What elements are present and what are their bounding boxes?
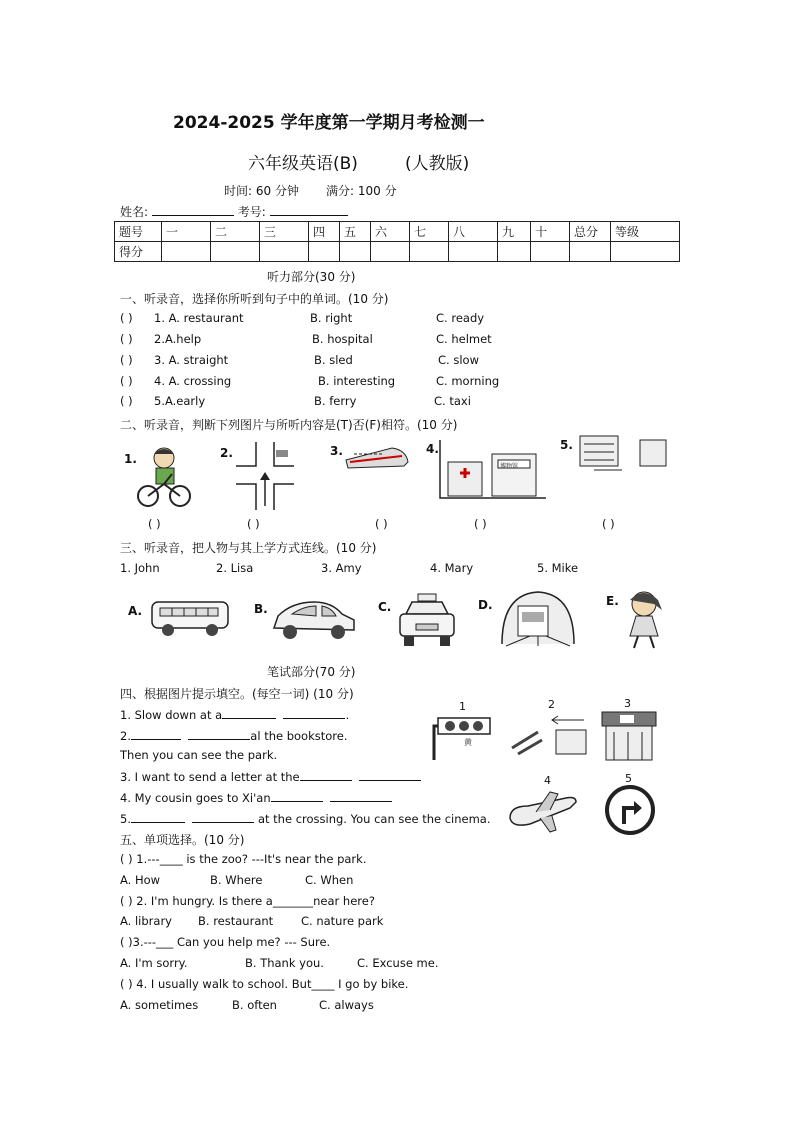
choice-option[interactable]: A. I'm sorry. <box>120 956 188 970</box>
score-cell[interactable] <box>531 242 570 262</box>
table-cell: 得分 <box>115 242 162 262</box>
answer-paren[interactable]: ( ) <box>120 394 133 408</box>
option-b: B. interesting <box>318 374 396 388</box>
option-a: 5.A.early <box>154 394 206 408</box>
option-letter: D. <box>478 598 493 612</box>
choice-option[interactable]: B. often <box>232 998 277 1012</box>
answer-paren[interactable]: ( ) <box>247 517 260 531</box>
answer-paren[interactable]: ( ) <box>120 332 133 346</box>
answer-blank[interactable] <box>271 789 323 802</box>
choice-option[interactable]: C. nature park <box>301 914 384 928</box>
pic-num: 3. <box>330 444 343 458</box>
person-name: 5. Mike <box>537 561 579 575</box>
option-letter: C. <box>378 600 392 614</box>
sentence-text: at the crossing. You can see the cinema. <box>257 812 491 826</box>
museum-sign: 博物馆 <box>500 463 519 470</box>
answer-blank[interactable] <box>131 810 185 823</box>
fill-line-2 <box>120 727 348 743</box>
table-cell: 题号 <box>115 222 162 242</box>
answer-blank[interactable] <box>188 727 250 740</box>
table-cell: 总分 <box>570 222 611 242</box>
option-a: 2.A.help <box>154 332 202 346</box>
answer-paren[interactable]: ( ) <box>375 517 388 531</box>
fill-line-3 <box>120 768 421 784</box>
name-blank[interactable] <box>152 203 234 216</box>
person-name: 4. Mary <box>430 561 474 575</box>
pic-num: 5 <box>625 772 632 785</box>
pic-num: 4. <box>426 442 439 456</box>
section-3-title: 三、听录音，把人物与其上学方式连线。(10 分) <box>120 541 377 555</box>
score-cell[interactable] <box>410 242 449 262</box>
sentence-text: al the bookstore. <box>250 729 348 743</box>
answer-blank[interactable] <box>330 789 392 802</box>
sentence-text: Then you can see the park. <box>120 748 278 762</box>
table-cell: 一 <box>162 222 211 242</box>
question-text: ( )3.---___ Can you help me? --- Sure. <box>120 935 331 949</box>
question-text: ( ) 4. I usually walk to school. But____ I go by bike. <box>120 977 409 991</box>
section-2-title: 二、听录音，判断下列图片与所听内容是(T)否(F)相符。(10 分) <box>120 418 458 432</box>
listening-heading: 听力部分(30 分) <box>267 270 356 284</box>
pic-num: 2 <box>548 698 555 711</box>
plane-image <box>506 784 580 834</box>
choice-option[interactable]: C. When <box>305 873 354 887</box>
option-b: B. sled <box>314 353 353 367</box>
time-label: 时间: 60 分钟 <box>224 184 299 198</box>
choice-option[interactable]: A. library <box>120 914 172 928</box>
choice-option[interactable]: B. restaurant <box>198 914 274 928</box>
choice-option[interactable]: A. How <box>120 873 161 887</box>
score-cell[interactable] <box>611 242 680 262</box>
table-cell: 五 <box>340 222 371 242</box>
option-letter: B. <box>254 602 268 616</box>
option-a: 4. A. crossing <box>154 374 232 388</box>
answer-blank[interactable] <box>300 768 352 781</box>
score-cell[interactable] <box>211 242 260 262</box>
sentence-text: . <box>345 708 350 722</box>
buildings-image <box>574 432 670 476</box>
section-1-title: 一、听录音，选择你所听到句子中的单词。(10 分) <box>120 292 389 306</box>
edition-label: (人教版) <box>405 154 470 174</box>
table-cell: 四 <box>309 222 340 242</box>
answer-blank[interactable] <box>283 706 345 719</box>
pic-num: 3 <box>624 697 631 710</box>
sentence-text: 4. My cousin goes to Xi'an <box>120 791 271 805</box>
score-cell[interactable] <box>498 242 531 262</box>
choice-option[interactable]: C. Excuse me. <box>357 956 439 970</box>
answer-blank[interactable] <box>192 810 254 823</box>
table-cell: 二 <box>211 222 260 242</box>
answer-paren[interactable]: ( ) <box>120 374 133 388</box>
table-cell: 等级 <box>611 222 680 242</box>
fill-line-1 <box>120 706 349 722</box>
page-title: 2024-2025 学年度第一学期月考检测一 <box>173 113 485 133</box>
hospital-museum-image <box>436 440 548 502</box>
score-cell[interactable] <box>570 242 611 262</box>
option-c: C. taxi <box>434 394 471 408</box>
score-value-row <box>115 242 680 262</box>
writing-heading: 笔试部分(70 分) <box>267 665 356 679</box>
train-image <box>344 440 410 472</box>
fill-line-4 <box>120 789 392 805</box>
score-table <box>114 221 680 262</box>
choice-option[interactable]: B. Where <box>210 873 263 887</box>
bus-image <box>148 598 232 638</box>
pic-num: 1. <box>124 452 137 466</box>
option-a: 1. A. restaurant <box>154 311 244 325</box>
pic-num: 1 <box>459 700 466 713</box>
turn-right-sign-image <box>604 784 656 836</box>
sentence-text: 5. <box>120 812 131 826</box>
table-cell: 十 <box>531 222 570 242</box>
pic-num: 5. <box>560 438 573 452</box>
person-name: 2. Lisa <box>216 561 254 575</box>
turn-left-street-image <box>508 712 588 758</box>
name-label: 姓名: <box>120 205 149 219</box>
option-b: B. right <box>310 311 353 325</box>
score-cell[interactable] <box>449 242 498 262</box>
option-c: C. helmet <box>436 332 492 346</box>
walking-girl-image <box>620 588 670 652</box>
car-image <box>270 596 358 642</box>
page-subtitle: 六年级英语(B) <box>248 154 358 174</box>
option-letter: E. <box>606 594 619 608</box>
table-cell: 八 <box>449 222 498 242</box>
boy-on-bike-image <box>136 444 192 510</box>
score-cell[interactable] <box>260 242 309 262</box>
table-cell: 六 <box>371 222 410 242</box>
score-cell[interactable] <box>371 242 410 262</box>
table-cell: 三 <box>260 222 309 242</box>
answer-paren[interactable]: ( ) <box>602 517 615 531</box>
traffic-light-image <box>432 712 494 762</box>
sentence-text: 2. <box>120 729 131 743</box>
option-letter: A. <box>128 604 143 618</box>
section-5-title: 五、单项选择。(10 分) <box>120 833 245 847</box>
fill-line-5 <box>120 810 491 826</box>
crossroads-image <box>236 442 294 510</box>
option-a: 3. A. straight <box>154 353 229 367</box>
answer-paren[interactable]: ( ) <box>120 311 133 325</box>
pic-num: 2. <box>220 446 233 460</box>
answer-paren[interactable]: ( ) <box>148 517 161 531</box>
answer-blank[interactable] <box>359 768 421 781</box>
person-name: 3. Amy <box>321 561 362 575</box>
option-b: B. hospital <box>312 332 373 346</box>
sentence-text: 3. I want to send a letter at the <box>120 770 300 784</box>
taxi-image <box>396 592 458 650</box>
full-score-label: 满分: 100 分 <box>326 184 397 198</box>
score-cell[interactable] <box>309 242 340 262</box>
sentence-text: 1. Slow down at a <box>120 708 223 722</box>
option-c: C. ready <box>436 311 485 325</box>
choice-option[interactable]: B. Thank you. <box>245 956 324 970</box>
answer-blank[interactable] <box>222 706 276 719</box>
light-label: 黄 <box>464 738 472 747</box>
subway-image <box>496 588 580 648</box>
score-cell[interactable] <box>162 242 211 262</box>
name-field[interactable] <box>120 203 348 220</box>
option-c: C. morning <box>436 374 500 388</box>
question-text: ( ) 2. I'm hungry. Is there a_______near here? <box>120 894 375 908</box>
person-name: 1. John <box>120 561 160 575</box>
exam-no-label: 考号: <box>237 205 266 219</box>
choice-option[interactable]: A. sometimes <box>120 998 199 1012</box>
post-office-image <box>600 710 658 762</box>
section-4-title: 四、根据图片提示填空。(每空一词) (10 分) <box>120 687 354 701</box>
score-cell[interactable] <box>340 242 371 262</box>
choice-option[interactable]: C. always <box>319 998 374 1012</box>
table-cell: 九 <box>498 222 531 242</box>
answer-paren[interactable]: ( ) <box>474 517 487 531</box>
score-header-row <box>115 222 680 242</box>
answer-blank[interactable] <box>131 727 181 740</box>
table-cell: 七 <box>410 222 449 242</box>
question-text: ( ) 1.---____ is the zoo? ---It's near the park. <box>120 852 367 866</box>
option-b: B. ferry <box>314 394 357 408</box>
option-c: C. slow <box>438 353 479 367</box>
answer-paren[interactable]: ( ) <box>120 353 133 367</box>
pic-num: 4 <box>544 774 551 787</box>
exam-no-blank[interactable] <box>270 203 348 216</box>
